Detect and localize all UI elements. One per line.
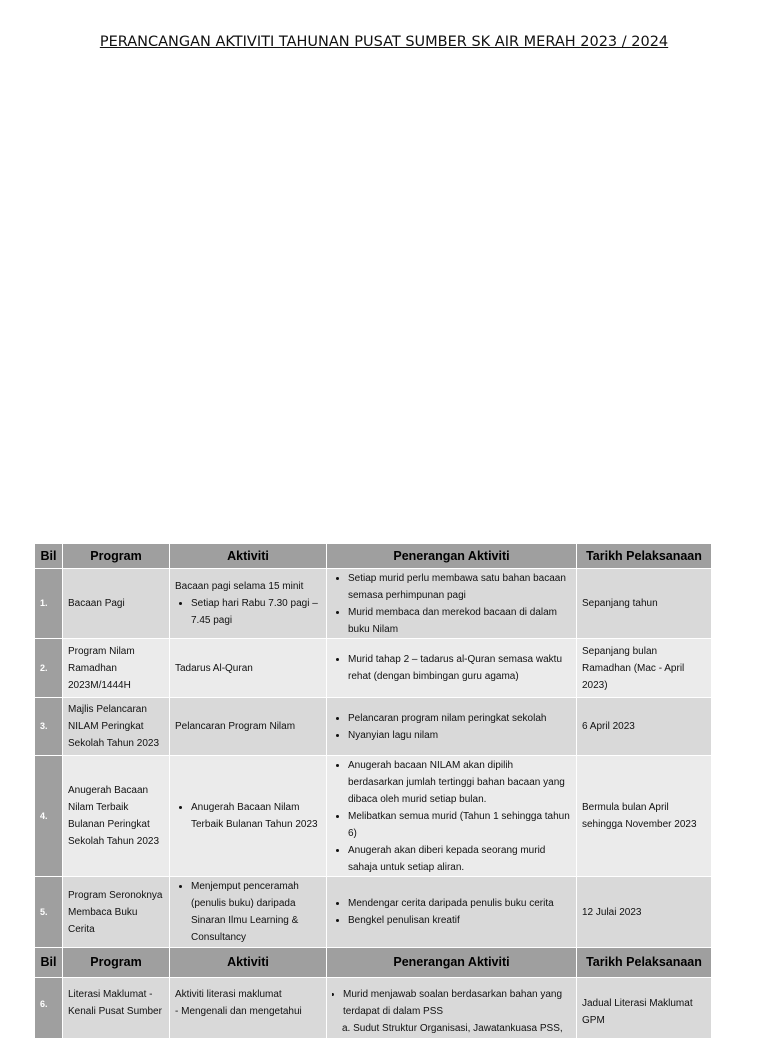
program-cell: Anugerah Bacaan Nilam Terbaik Bulanan Peringkat Sekolah Tahun 2023 (63, 756, 170, 877)
header-bil: Bil (35, 948, 63, 978)
program-cell: Majlis Pelancaran NILAM Peringkat Sekolah Tahun 2023 (63, 698, 170, 756)
bullet-list (332, 570, 571, 638)
header-penerangan: Penerangan Aktiviti (327, 544, 577, 569)
aktiviti-cell (170, 756, 327, 877)
bullet-list (332, 757, 571, 876)
header-program: Program (63, 544, 170, 569)
document-title: PERANCANGAN AKTIVITI TAHUNAN PUSAT SUMBER SK AIR MERAH 2023 / 2024 (99, 34, 669, 50)
bullet-list (175, 878, 321, 946)
bullet-list (332, 710, 571, 744)
aktiviti-cell (170, 698, 327, 756)
bullet-item: • Mendengar cerita daripada penulis buku cerita (348, 895, 571, 912)
bullet-item: • Setiap hari Rabu 7.30 pagi – 7.45 pagi (191, 595, 321, 629)
program-text: Literasi Maklumat - Kenali Pusat Sumber (68, 989, 162, 1017)
penerangan-wrap (332, 986, 571, 1038)
header-tarikh: Tarikh Pelaksanaan (577, 948, 712, 978)
aktiviti-wrap (175, 986, 321, 1038)
row-number: 3. (35, 698, 63, 756)
penerangan-cell (327, 877, 577, 948)
program-cell: Program Seronoknya Membaca Buku Cerita (63, 877, 170, 948)
bullet-item: • Anugerah Bacaan Nilam Terbaik Bulanan Tahun 2023 (191, 799, 321, 833)
bullet-item: • Bengkel penulisan kreatif (348, 912, 571, 929)
bullet-item: • Murid tahap 2 – tadarus al-Quran semasa waktu rehat (dengan bimbingan guru agama) (348, 651, 571, 685)
aktiviti-text: Aktiviti literasi maklumat (175, 989, 282, 1000)
table-row (35, 978, 712, 1039)
activity-plan-table (34, 543, 712, 1039)
aktiviti-cell (170, 569, 327, 639)
row-number: 1. (35, 569, 63, 639)
tarikh-cell: Sepanjang bulan Ramadhan (Mac - April 2023) (577, 639, 712, 698)
bullet-list (332, 651, 571, 685)
table-row (35, 639, 712, 698)
row-number: 5. (35, 877, 63, 948)
bullet-item: • Nyanyian lagu nilam (348, 727, 571, 744)
bullet-item: • Menjemput penceramah (penulis buku) daripada Sinaran Ilmu Learning & Consultancy (191, 878, 321, 946)
header-aktiviti: Aktiviti (170, 544, 327, 569)
bullet-list (332, 986, 571, 1020)
program-cell: Bacaan Pagi (63, 569, 170, 639)
aktiviti-cell (170, 877, 327, 948)
aktiviti-text: - Mengenali dan mengetahui (175, 1006, 302, 1017)
aktiviti-cell (170, 978, 327, 1039)
bullet-item: • Setiap murid perlu membawa satu bahan bacaan semasa perhimpunan pagi (348, 570, 571, 604)
bullet-list (332, 895, 571, 929)
tarikh-cell: 6 April 2023 (577, 698, 712, 756)
bullet-list (175, 595, 321, 629)
header-penerangan: Penerangan Aktiviti (327, 948, 577, 978)
program-cell: Program Nilam Ramadhan 2023M/1444H (63, 639, 170, 698)
header-aktiviti: Aktiviti (170, 948, 327, 978)
tarikh-cell: Sepanjang tahun (577, 569, 712, 639)
row-number: 2. (35, 639, 63, 698)
header-program: Program (63, 948, 170, 978)
table-row (35, 569, 712, 639)
aktiviti-text: Tadarus Al-Quran (175, 662, 253, 674)
bullet-item: • Murid menjawab soalan berdasarkan bahan yang terdapat di dalam PSS (343, 986, 571, 1020)
tarikh-cell: Bermula bulan April sehingga November 2023 (577, 756, 712, 877)
program-cell (63, 978, 170, 1039)
tarikh-cell: 12 Julai 2023 (577, 877, 712, 948)
table-row (35, 877, 712, 948)
table-row (35, 698, 712, 756)
sub-item-text: a. Sudut Struktur Organisasi, Jawatankuasa PSS, (342, 1023, 563, 1034)
bullet-item: • Murid membaca dan merekod bacaan di dalam buku Nilam (348, 604, 571, 638)
aktiviti-text: Pelancaran Program Nilam (175, 721, 296, 732)
header-bil: Bil (35, 544, 63, 569)
aktiviti-text: Bacaan pagi selama 15 minit (175, 581, 304, 592)
bullet-item: • Anugerah bacaan NILAM akan dipilih berdasarkan jumlah tertinggi bahan bacaan yang dibaca oleh murid setiap bulan. (348, 757, 571, 808)
row-number: 6. (35, 978, 63, 1039)
penerangan-cell (327, 978, 577, 1039)
header-tarikh: Tarikh Pelaksanaan (577, 544, 712, 569)
bullet-list (175, 799, 321, 833)
table-header-row-repeat (35, 948, 712, 978)
bullet-item: • Melibatkan semua murid (Tahun 1 sehingga tahun 6) (348, 808, 571, 842)
bullet-item: • Anugerah akan diberi kepada seorang murid sahaja untuk setiap aliran. (348, 842, 571, 876)
penerangan-cell (327, 698, 577, 756)
row-number: 4. (35, 756, 63, 877)
tarikh-cell: Jadual Literasi Maklumat GPM (577, 978, 712, 1039)
penerangan-cell (327, 639, 577, 698)
bullet-item: • Pelancaran program nilam peringkat sekolah (348, 710, 571, 727)
penerangan-cell (327, 569, 577, 639)
aktiviti-cell (170, 639, 327, 698)
table-header-row (35, 544, 712, 569)
penerangan-cell (327, 756, 577, 877)
table-row (35, 756, 712, 877)
